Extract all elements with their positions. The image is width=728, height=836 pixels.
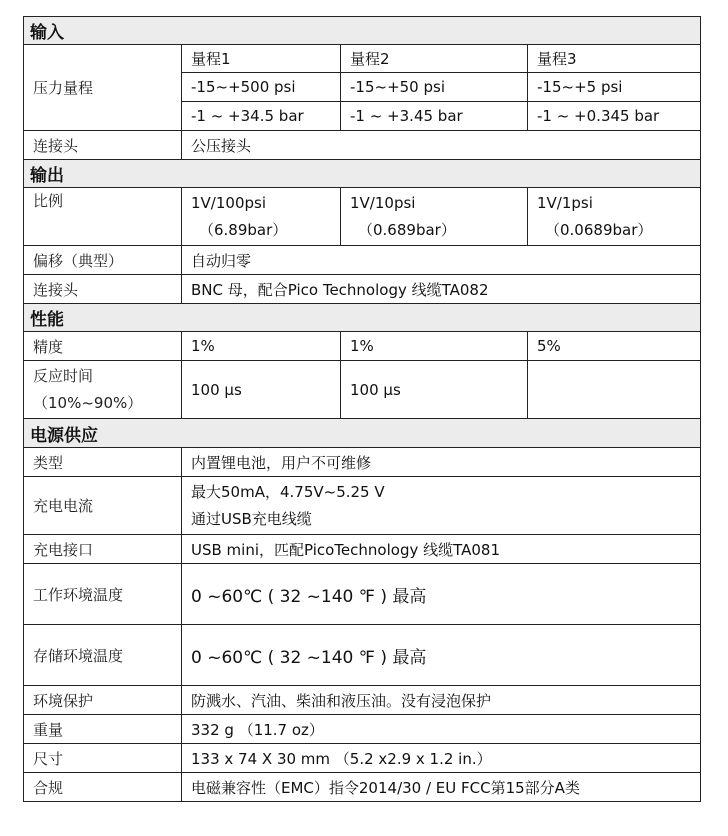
charge-current-line1: 最大50mA，4.75V~5.25 V: [191, 482, 385, 501]
response-time-label-line1: 反应时间: [33, 366, 94, 385]
range-3-psi: -15~+5 psi: [528, 73, 701, 102]
compliance-value: 电磁兼容性（EMC）指令2014/30 / EU FCC第15部分A类: [182, 773, 701, 802]
scale-2-bar: （0.689bar）: [358, 220, 456, 239]
scale-cell-1: [182, 188, 341, 246]
charge-current-line2: 通过USB充电线缆: [191, 509, 312, 528]
output-connector-label: 连接头: [24, 275, 182, 304]
scale-2-volts: 1V/10psi: [350, 193, 416, 212]
range-2-psi: -15~+50 psi: [341, 73, 528, 102]
offset-value: 自动归零: [182, 246, 701, 275]
output-connector-value: BNC 母，配合Pico Technology 线缆TA082: [182, 275, 701, 304]
weight-label: 重量: [24, 715, 182, 744]
section-power-header: 电源供应: [24, 419, 701, 448]
accuracy-range-2: 1%: [341, 332, 528, 361]
response-time-label: [24, 361, 182, 419]
compliance-label: 合规: [24, 773, 182, 802]
operating-temp-value: 0 ~60℃ ( 32 ~140 ℉ ) 最高: [182, 564, 701, 625]
range-3-bar: -1 ~ +0.345 bar: [528, 102, 701, 131]
pressure-range-label: 压力量程: [24, 45, 182, 131]
scale-1-volts: 1V/100psi: [191, 193, 266, 212]
accuracy-label: 精度: [24, 332, 182, 361]
range-2-bar: -1 ~ +3.45 bar: [341, 102, 528, 131]
range-3-header: 量程3: [528, 45, 701, 73]
scale-cell-2: [341, 188, 528, 246]
response-range-3: [528, 361, 701, 419]
storage-temp-label: 存储环境温度: [24, 625, 182, 686]
range-1-bar: -1 ~ +34.5 bar: [182, 102, 341, 131]
response-time-label-line2: （10%~90%）: [33, 393, 143, 412]
env-protection-label: 环境保护: [24, 686, 182, 715]
size-label: 尺寸: [24, 744, 182, 773]
response-range-2: 100 µs: [341, 361, 528, 419]
power-type-value: 内置锂电池，用户不可维修: [182, 448, 701, 477]
response-range-1: 100 µs: [182, 361, 341, 419]
offset-label: 偏移（典型）: [24, 246, 182, 275]
weight-value: 332 g （11.7 oz）: [182, 715, 701, 744]
storage-temp-value: 0 ~60℃ ( 32 ~140 ℉ ) 最高: [182, 625, 701, 686]
range-2-header: 量程2: [341, 45, 528, 73]
section-output-header: 输出: [24, 160, 701, 188]
charge-current-label: 充电电流: [24, 477, 182, 535]
scale-cell-3: [528, 188, 701, 246]
power-type-label: 类型: [24, 448, 182, 477]
section-performance-header: 性能: [24, 304, 701, 332]
accuracy-range-1: 1%: [182, 332, 341, 361]
charge-port-value: USB mini，匹配PicoTechnology 线缆TA081: [182, 535, 701, 564]
scale-3-bar: （0.0689bar）: [545, 220, 653, 239]
env-protection-value: 防溅水、汽油、柴油和液压油。没有浸泡保护: [182, 686, 701, 715]
accuracy-range-3: 5%: [528, 332, 701, 361]
input-connector-value: 公压接头: [182, 131, 701, 160]
section-input-header: 输入: [24, 17, 701, 45]
range-1-psi: -15~+500 psi: [182, 73, 341, 102]
scale-label: 比例: [24, 188, 182, 246]
scale-3-volts: 1V/1psi: [537, 193, 593, 212]
size-value: 133 x 74 X 30 mm （5.2 x2.9 x 1.2 in.）: [182, 744, 701, 773]
scale-1-bar: （6.89bar）: [199, 220, 288, 239]
range-1-header: 量程1: [182, 45, 341, 73]
charge-current-value: [182, 477, 701, 535]
operating-temp-label: 工作环境温度: [24, 564, 182, 625]
spec-table: [23, 16, 701, 802]
charge-port-label: 充电接口: [24, 535, 182, 564]
input-connector-label: 连接头: [24, 131, 182, 160]
